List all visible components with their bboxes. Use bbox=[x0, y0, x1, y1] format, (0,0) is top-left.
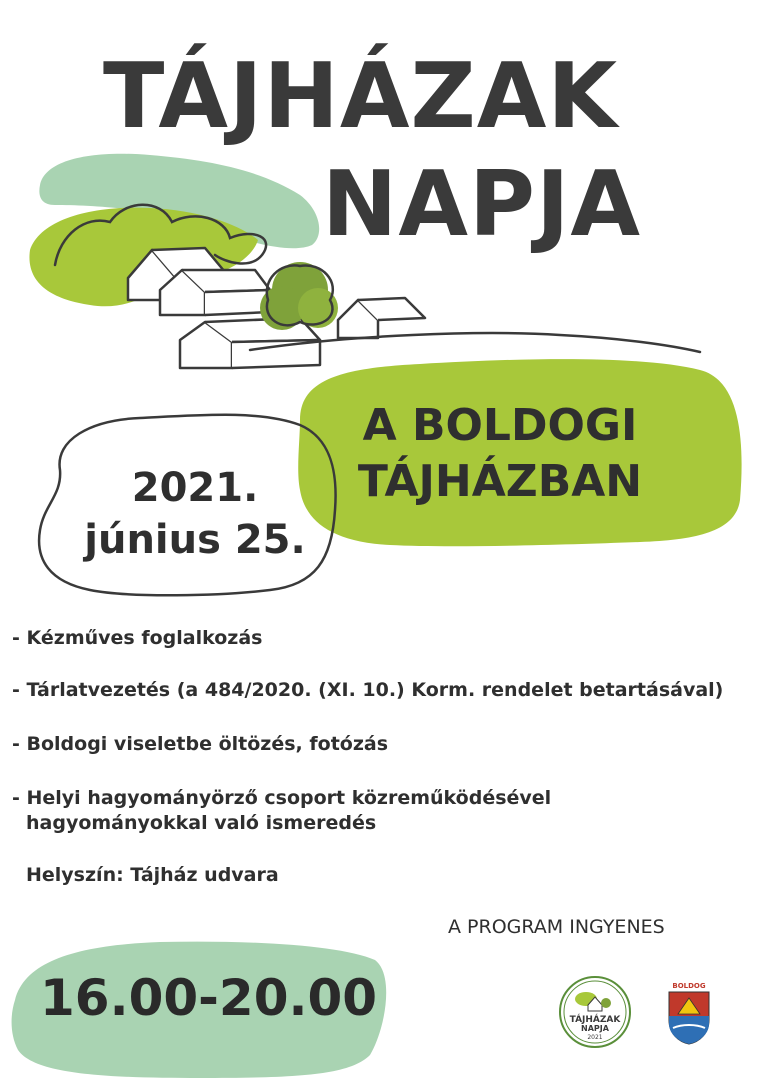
crest-label: BOLDOG bbox=[672, 982, 706, 990]
venue-line-2: TÁJHÁZBAN bbox=[357, 456, 643, 507]
program-item-crafts: - Kézműves foglalkozás bbox=[12, 627, 263, 649]
event-time: 16.00-20.00 bbox=[40, 969, 378, 1027]
date-line-2: június 25. bbox=[84, 517, 306, 563]
venue-heading bbox=[300, 398, 700, 510]
program-item-guided-tour: - Tárlatvezetés (a 484/2020. (XI. 10.) Korm. rendelet betartásával) bbox=[12, 679, 724, 701]
page-title-line-2: NAPJA bbox=[322, 152, 642, 257]
date-line-1: 2021. bbox=[131, 465, 259, 511]
event-date bbox=[45, 462, 345, 566]
event-logo-year: 2021 bbox=[587, 1034, 603, 1041]
free-admission-note: A PROGRAM INGYENES bbox=[448, 916, 665, 938]
event-logo-line-2: NAPJA bbox=[581, 1024, 609, 1033]
program-item-costume: - Boldogi viseletbe öltözés, fotózás bbox=[12, 733, 389, 755]
event-logo bbox=[558, 975, 632, 1049]
page-title-line-1: TÁJHÁZAK bbox=[103, 44, 619, 149]
green-bush bbox=[260, 262, 338, 330]
program-item-tradition-group: - Helyi hagyományörző csoport közreműködésével bbox=[12, 787, 552, 809]
venue-line-1: A BOLDOGI bbox=[362, 400, 638, 451]
event-logo-line-1: TÁJHÁZAK bbox=[569, 1015, 621, 1025]
village-crest bbox=[664, 980, 714, 1046]
location-text: Helyszín: Tájház udvara bbox=[26, 864, 279, 886]
program-item-tradition-group-cont: hagyományokkal való ismeredés bbox=[26, 812, 377, 834]
